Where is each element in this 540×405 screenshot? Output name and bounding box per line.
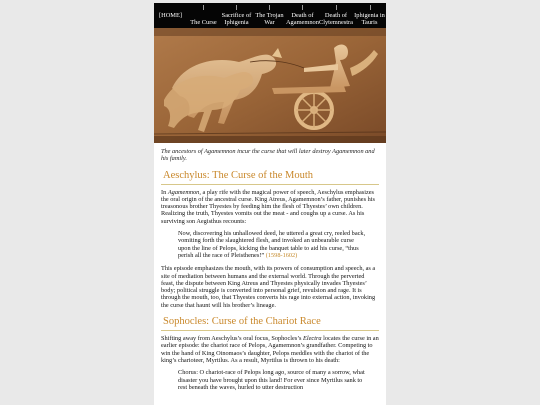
- nav-death-agamemnon-link[interactable]: Death of Agamemnon: [286, 3, 319, 28]
- play-title: Agamemnon: [167, 188, 200, 196]
- article-content: [161, 148, 379, 397]
- heading-divider: [161, 330, 379, 331]
- section-heading-aeschylus: Aeschylus: The Curse of the Mouth: [163, 169, 313, 181]
- relief-illustration: [154, 28, 386, 143]
- line-citation: (1598-1602): [265, 251, 298, 259]
- play-title: Electra: [303, 335, 322, 343]
- nav-home-link[interactable]: [HOME]: [158, 12, 183, 19]
- section-paragraph: Shifting away from Aeschylus’s oral focus, Sophocles’s Electra locates the curse in an earlier episode: the chariot race of Pelops, Agamemnon’s grandfather. Competing to win the hand of King Oinomaos’s daughter, Pelops meddles with the chariot of the king’s charioteer, Myrtilus. As a result, Myrtilus is thrown to his death:: [161, 335, 379, 364]
- section-heading-sophocles: Sophocles: Curse of the Chariot Race: [163, 316, 321, 328]
- block-quote: Now, discovering his unhallowed deed, he uttered a great cry, reeled back, vomiting forth the slaughtered flesh, and invoked an unbearable curse upon the line of Pelops, kicking the banquet table to aid his curse, “thus perish all the race of Pleisthenes!” (1598-1602): [178, 230, 366, 259]
- nav-sacrifice-link[interactable]: Sacrifice of Iphigenia: [220, 3, 253, 28]
- top-nav: [154, 3, 386, 28]
- nav-iphigenia-tauris-link[interactable]: Iphigenia in Tauris: [353, 3, 386, 28]
- intro-text: The ancestors of Agamemnon incur the curse that will later destroy Agamemnon and his family.: [161, 148, 375, 163]
- nav-trojan-war-link[interactable]: The Trojan War: [253, 3, 286, 28]
- block-quote: Chorus: O chariot-race of Pelops long ago, source of many a sorrow, what disaster you have brought upon this land! For ever since Myrtilus sank to rest beneath the waves, hurled to utter destruction: [178, 369, 365, 391]
- nav-death-clytemnestra-link[interactable]: Death of Clytemnestra: [319, 3, 353, 28]
- section-paragraph: In Agamemnon, a play rife with the magical power of speech, Aeschylus emphasizes the oral origin of the ancestral curse. King Atreus, Agamemnon’s father, punishes his treasonous brother Thyestes by feeding him the flesh of Thyestes’ own children. Realizing the truth, Thyestes vomits out the meat - and coughs up a curse. As his surviving son Aegisthus recounts:: [161, 188, 375, 225]
- heading-divider: [161, 184, 379, 185]
- page: [154, 3, 386, 405]
- nav-the-curse-link[interactable]: The Curse: [187, 3, 220, 28]
- section-paragraph: This episode emphasizes the mouth, with its powers of consumption and speech, as a site of mediation between humans and the external world. Through the perverted feast, the dispute between King Atreus and Thyestes physically invades Thyestes’ body; political struggle is converted into personal grief, revulsion and rage. It is through the mouth, too, that Thyestes converts his rage into external action, invoking the curse that haunt will his brother’s lineage.: [161, 265, 376, 309]
- hero-relief-image: [154, 28, 386, 143]
